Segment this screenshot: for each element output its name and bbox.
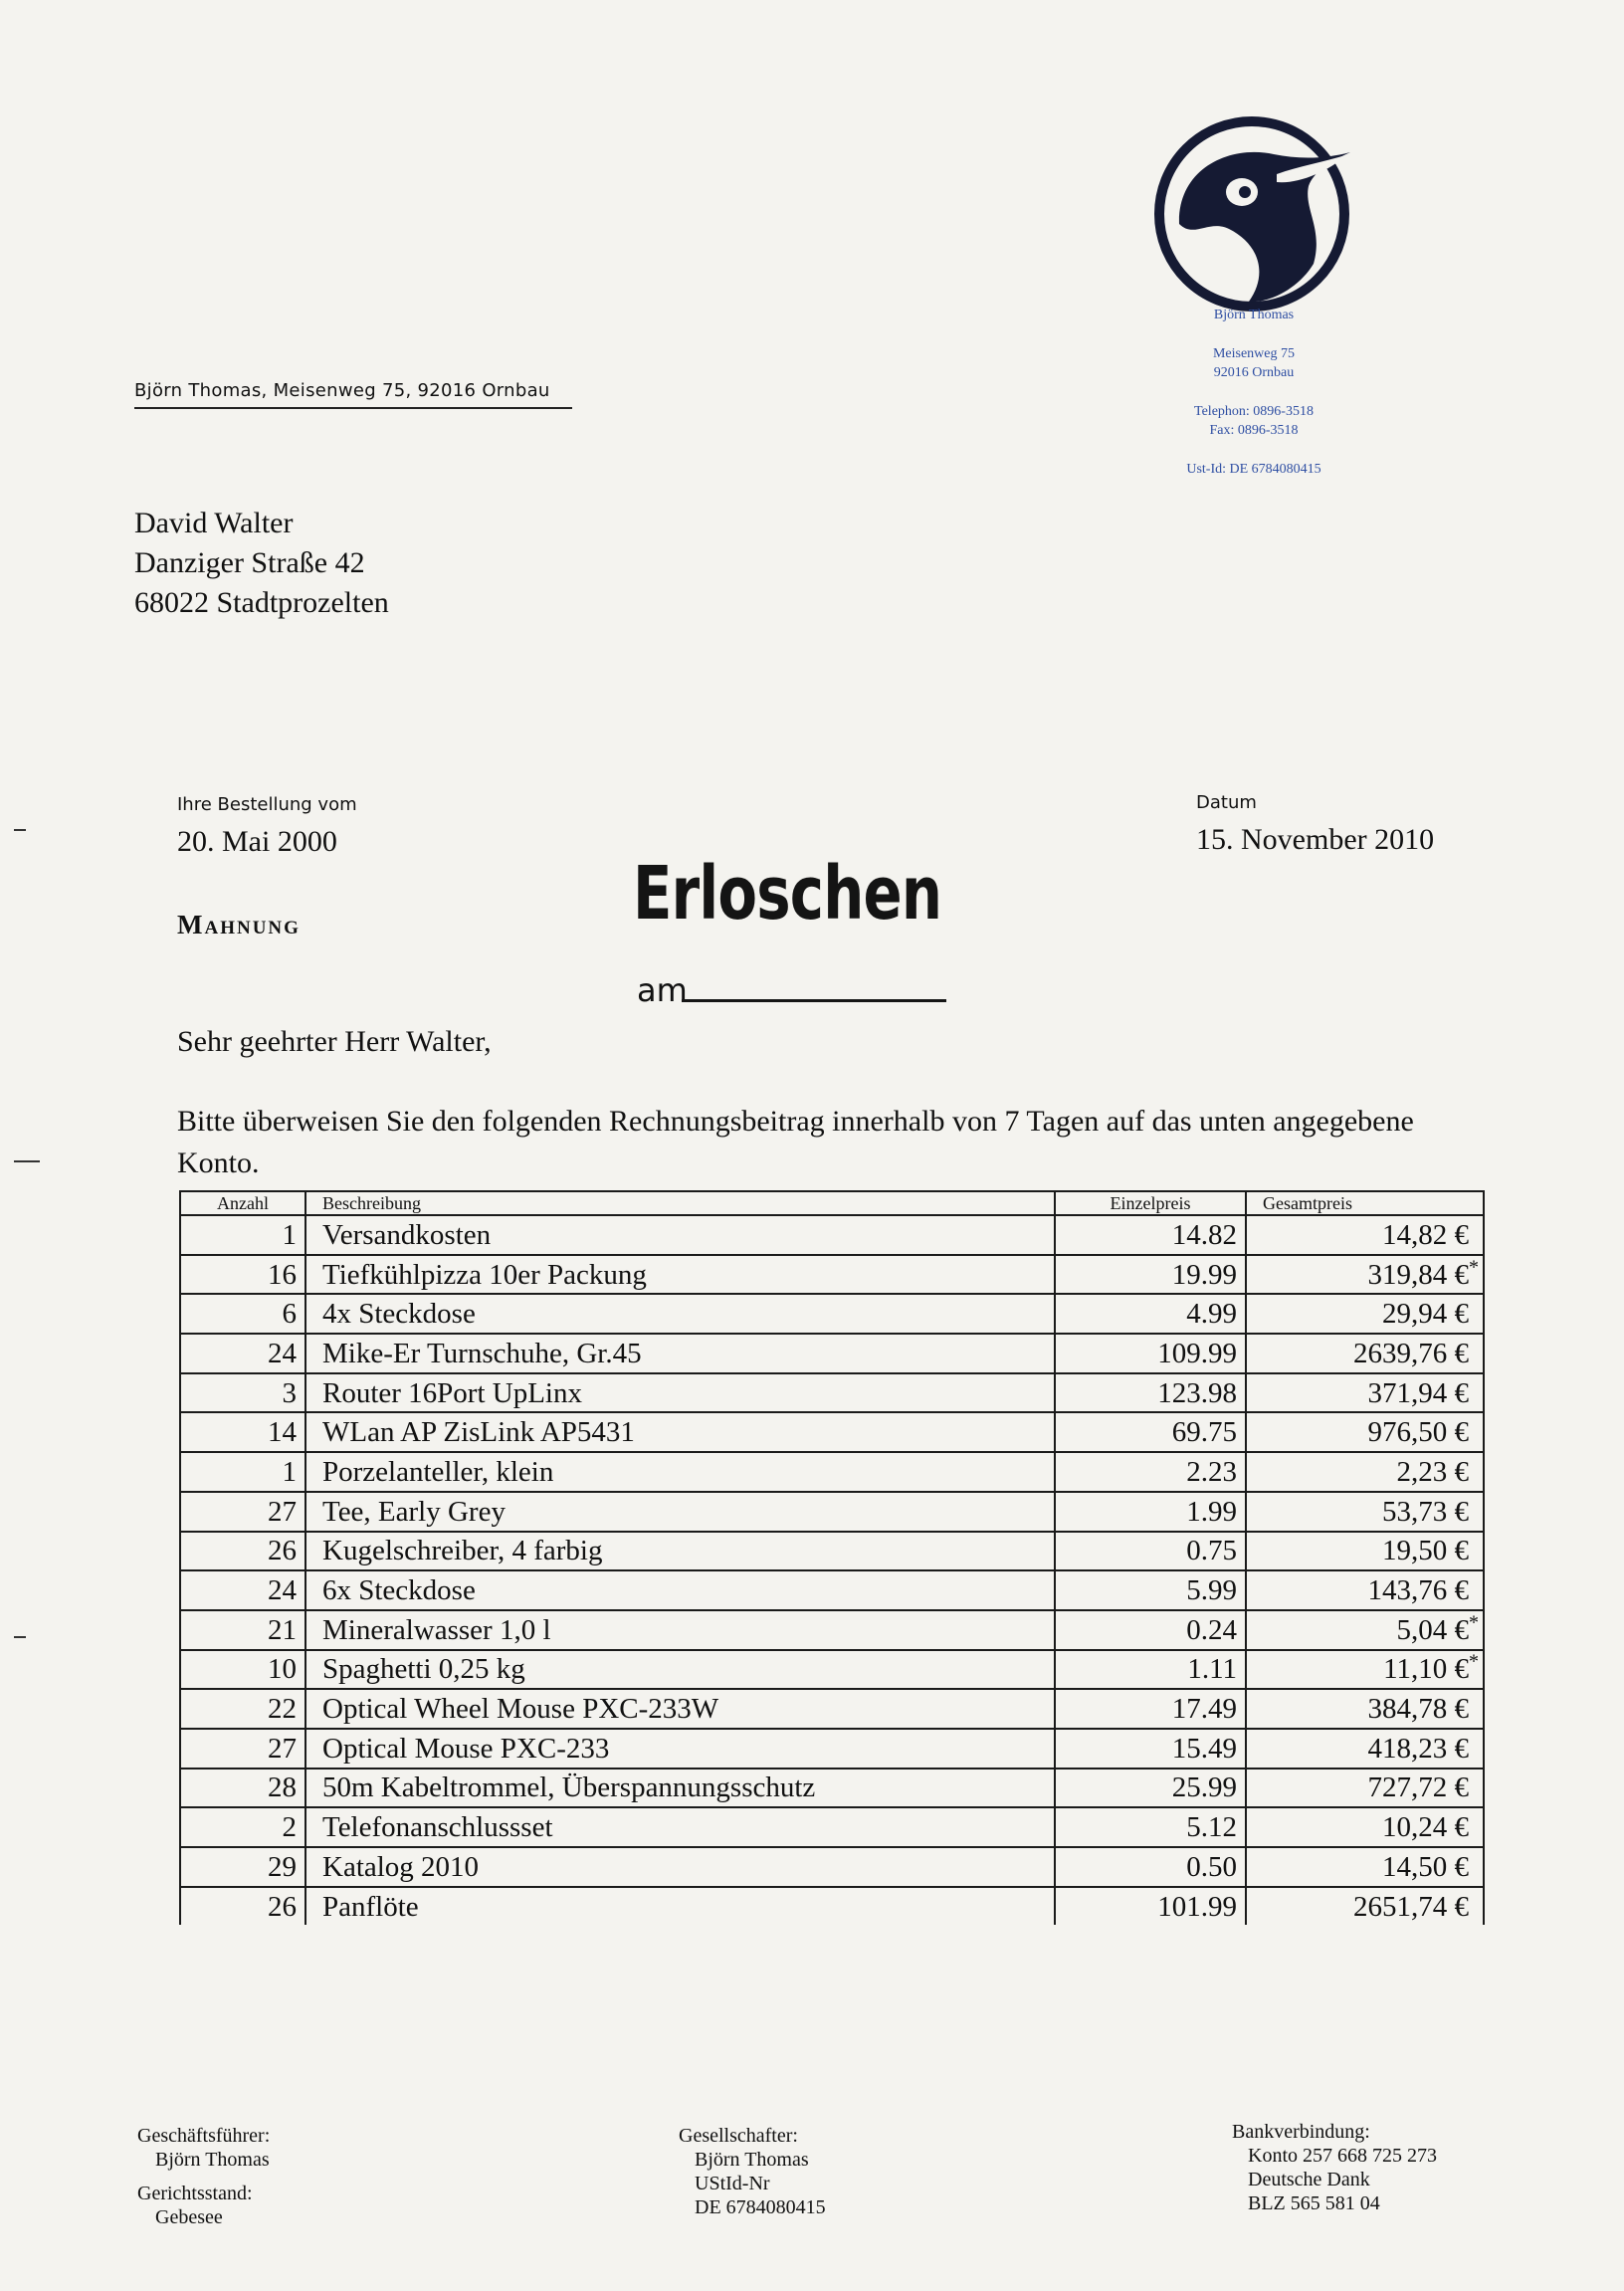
row-quantity: 1: [180, 1215, 305, 1255]
footer-partner: [679, 2124, 826, 2219]
court-label: Gerichtsstand:: [137, 2183, 253, 2204]
row-unit-price: 17.49: [1055, 1689, 1246, 1729]
row-description: Tiefkühlpizza 10er Packung: [305, 1255, 1055, 1295]
row-total-value: 2651,74 €: [1353, 1890, 1469, 1923]
row-description: 6x Steckdose: [305, 1570, 1055, 1610]
letterhead-contact: [1134, 402, 1373, 440]
row-quantity: 6: [180, 1294, 305, 1334]
row-description: Porzelanteller, klein: [305, 1452, 1055, 1492]
row-total-value: 2,23 €: [1396, 1455, 1469, 1488]
table-row: [180, 1570, 1484, 1610]
row-unit-price: 1.99: [1055, 1492, 1246, 1532]
row-quantity: 28: [180, 1769, 305, 1808]
penguin-logo-icon: [1149, 114, 1358, 313]
row-description: 4x Steckdose: [305, 1294, 1055, 1334]
row-total-price: [1246, 1255, 1484, 1295]
row-unit-price: 5.99: [1055, 1570, 1246, 1610]
row-quantity: 26: [180, 1532, 305, 1571]
row-total-price: [1246, 1492, 1484, 1532]
row-total-price: [1246, 1570, 1484, 1610]
row-unit-price: 123.98: [1055, 1373, 1246, 1413]
letterhead-street: Meisenweg 75: [1212, 346, 1296, 361]
order-date: 20. Mai 2000: [177, 825, 337, 858]
recipient-address: [134, 504, 389, 623]
row-unit-price: 0.50: [1055, 1847, 1246, 1887]
row-total-price: [1246, 1729, 1484, 1769]
row-total-value: 384,78 €: [1367, 1693, 1469, 1726]
row-quantity: 27: [180, 1729, 305, 1769]
return-address: Björn Thomas, Meisenweg 75, 92016 Ornbau: [134, 380, 572, 409]
row-total-price: [1246, 1412, 1484, 1452]
row-quantity: 3: [180, 1373, 305, 1413]
row-unit-price: 69.75: [1055, 1412, 1246, 1452]
row-footnote-star: *: [1469, 1611, 1479, 1634]
footer-bank: [1232, 2120, 1437, 2215]
recipient-city: 68022 Stadtprozelten: [134, 586, 389, 619]
row-total-value: 14,82 €: [1382, 1218, 1469, 1251]
row-description: Mike-Er Turnschuhe, Gr.45: [305, 1334, 1055, 1373]
row-total-value: 319,84 €: [1367, 1258, 1469, 1291]
row-unit-price: 101.99: [1055, 1887, 1246, 1926]
row-unit-price: 0.75: [1055, 1532, 1246, 1571]
row-description: Optical Wheel Mouse PXC-233W: [305, 1689, 1055, 1729]
partner-label: Gesellschafter:: [679, 2125, 798, 2147]
row-total-value: 418,23 €: [1367, 1732, 1469, 1765]
row-total-price: [1246, 1610, 1484, 1650]
row-quantity: 14: [180, 1412, 305, 1452]
row-quantity: 24: [180, 1570, 305, 1610]
table-row: [180, 1769, 1484, 1808]
row-total-value: 976,50 €: [1367, 1416, 1469, 1449]
row-description: Mineralwasser 1,0 l: [305, 1610, 1055, 1650]
row-total-price: [1246, 1532, 1484, 1571]
table-row: [180, 1610, 1484, 1650]
row-description: Panflöte: [305, 1887, 1055, 1926]
subject: Mahnung: [177, 910, 301, 939]
table-row: [180, 1729, 1484, 1769]
table-row: [180, 1452, 1484, 1492]
letterhead-city: 92016 Ornbau: [1213, 365, 1295, 380]
row-description: Kugelschreiber, 4 farbig: [305, 1532, 1055, 1571]
row-description: WLan AP ZisLink AP5431: [305, 1412, 1055, 1452]
row-description: Optical Mouse PXC-233: [305, 1729, 1055, 1769]
table-row: [180, 1650, 1484, 1690]
bank-code: BLZ 565 581 04: [1248, 2192, 1380, 2214]
row-total-price: [1246, 1769, 1484, 1808]
row-unit-price: 15.49: [1055, 1729, 1246, 1769]
footer-manager: [137, 2124, 270, 2229]
fold-mark: [14, 1636, 26, 1638]
row-footnote-star: *: [1469, 1650, 1479, 1673]
row-description: Tee, Early Grey: [305, 1492, 1055, 1532]
body-text: Bitte überweisen Sie den folgenden Rechnungsbeitrag innerhalb von 7 Tagen auf das unten angegebene Konto.: [177, 1105, 1414, 1179]
row-total-price: [1246, 1294, 1484, 1334]
row-total-value: 14,50 €: [1382, 1850, 1469, 1883]
row-quantity: 2: [180, 1807, 305, 1847]
table-row: [180, 1847, 1484, 1887]
table-row: [180, 1255, 1484, 1295]
row-total-value: 10,24 €: [1382, 1811, 1469, 1844]
row-total-value: 5,04 €: [1396, 1613, 1469, 1646]
row-total-price: [1246, 1807, 1484, 1847]
row-total-price: [1246, 1334, 1484, 1373]
table-header-row: [180, 1191, 1484, 1215]
row-description: Spaghetti 0,25 kg: [305, 1650, 1055, 1690]
letterhead-vat-id: Ust-Id: DE 6784080415: [1186, 462, 1321, 477]
table-row: [180, 1689, 1484, 1729]
table-row: [180, 1334, 1484, 1373]
row-footnote-star: *: [1469, 1255, 1479, 1278]
letterhead-fax: Fax: 0896-3518: [1209, 423, 1299, 438]
vat-label: UStId-Nr: [695, 2173, 770, 2194]
table-row: [180, 1215, 1484, 1255]
row-description: Versandkosten: [305, 1215, 1055, 1255]
row-total-price: [1246, 1847, 1484, 1887]
row-total-value: 143,76 €: [1367, 1574, 1469, 1607]
stamp-signature-line: [682, 999, 946, 1002]
row-total-value: 11,10 €: [1383, 1653, 1469, 1686]
row-total-price: [1246, 1373, 1484, 1413]
row-total-price: [1246, 1887, 1484, 1926]
stamp-text: Erloschen: [633, 851, 942, 937]
letterhead-address: [1134, 344, 1373, 382]
row-quantity: 27: [180, 1492, 305, 1532]
row-unit-price: 19.99: [1055, 1255, 1246, 1295]
letterhead-telephone: Telephon: 0896-3518: [1194, 404, 1314, 419]
row-unit-price: 1.11: [1055, 1650, 1246, 1690]
row-unit-price: 0.24: [1055, 1610, 1246, 1650]
letter-date: 15. November 2010: [1196, 823, 1435, 856]
row-description: Telefonanschlussset: [305, 1807, 1055, 1847]
row-quantity: 29: [180, 1847, 305, 1887]
header-unit-price: Einzelpreis: [1055, 1191, 1246, 1215]
table-row: [180, 1887, 1484, 1926]
order-date-label: Ihre Bestellung vom: [177, 794, 357, 815]
letterhead-name: Björn Thomas: [1213, 308, 1295, 322]
row-total-value: 371,94 €: [1367, 1376, 1469, 1409]
stamp-am: am: [637, 971, 688, 1009]
partner-name: Björn Thomas: [695, 2149, 809, 2171]
row-unit-price: 25.99: [1055, 1769, 1246, 1808]
header-quantity: Anzahl: [180, 1191, 305, 1215]
row-quantity: 16: [180, 1255, 305, 1295]
row-quantity: 22: [180, 1689, 305, 1729]
punch-mark: [14, 1160, 40, 1162]
invoice-table: [179, 1190, 1485, 1925]
fold-mark: [14, 829, 26, 831]
manager-label: Geschäftsführer:: [137, 2125, 271, 2147]
row-total-price: [1246, 1689, 1484, 1729]
row-quantity: 24: [180, 1334, 305, 1373]
bank-account: Konto 257 668 725 273: [1248, 2145, 1437, 2167]
row-unit-price: 14.82: [1055, 1215, 1246, 1255]
recipient-street: Danziger Straße 42: [134, 546, 365, 579]
vat-value: DE 6784080415: [695, 2196, 826, 2218]
row-unit-price: 2.23: [1055, 1452, 1246, 1492]
table-row: [180, 1412, 1484, 1452]
row-total-value: 29,94 €: [1382, 1298, 1469, 1331]
table-row: [180, 1807, 1484, 1847]
manager-name: Björn Thomas: [155, 2149, 270, 2171]
row-total-value: 2639,76 €: [1353, 1337, 1469, 1369]
row-total-value: 727,72 €: [1367, 1771, 1469, 1804]
row-quantity: 26: [180, 1887, 305, 1926]
table-row: [180, 1373, 1484, 1413]
row-total-price: [1246, 1452, 1484, 1492]
bank-label: Bankverbindung:: [1232, 2121, 1370, 2143]
row-unit-price: 109.99: [1055, 1334, 1246, 1373]
row-total-value: 19,50 €: [1382, 1535, 1469, 1567]
header-total-price: Gesamtpreis: [1246, 1191, 1484, 1215]
row-quantity: 21: [180, 1610, 305, 1650]
row-total-price: [1246, 1650, 1484, 1690]
table-row: [180, 1492, 1484, 1532]
table-row: [180, 1294, 1484, 1334]
court-value: Gebesee: [155, 2206, 223, 2228]
date-label: Datum: [1196, 792, 1257, 813]
table-row: [180, 1532, 1484, 1571]
bank-name: Deutsche Dank: [1248, 2169, 1370, 2190]
row-total-value: 53,73 €: [1382, 1495, 1469, 1528]
row-quantity: 10: [180, 1650, 305, 1690]
row-quantity: 1: [180, 1452, 305, 1492]
row-unit-price: 4.99: [1055, 1294, 1246, 1334]
salutation: Sehr geehrter Herr Walter,: [177, 1025, 492, 1058]
header-description: Beschreibung: [305, 1191, 1055, 1215]
recipient-name: David Walter: [134, 507, 294, 539]
row-description: Katalog 2010: [305, 1847, 1055, 1887]
row-description: 50m Kabeltrommel, Überspannungsschutz: [305, 1769, 1055, 1808]
row-total-price: [1246, 1215, 1484, 1255]
row-unit-price: 5.12: [1055, 1807, 1246, 1847]
row-description: Router 16Port UpLinx: [305, 1373, 1055, 1413]
